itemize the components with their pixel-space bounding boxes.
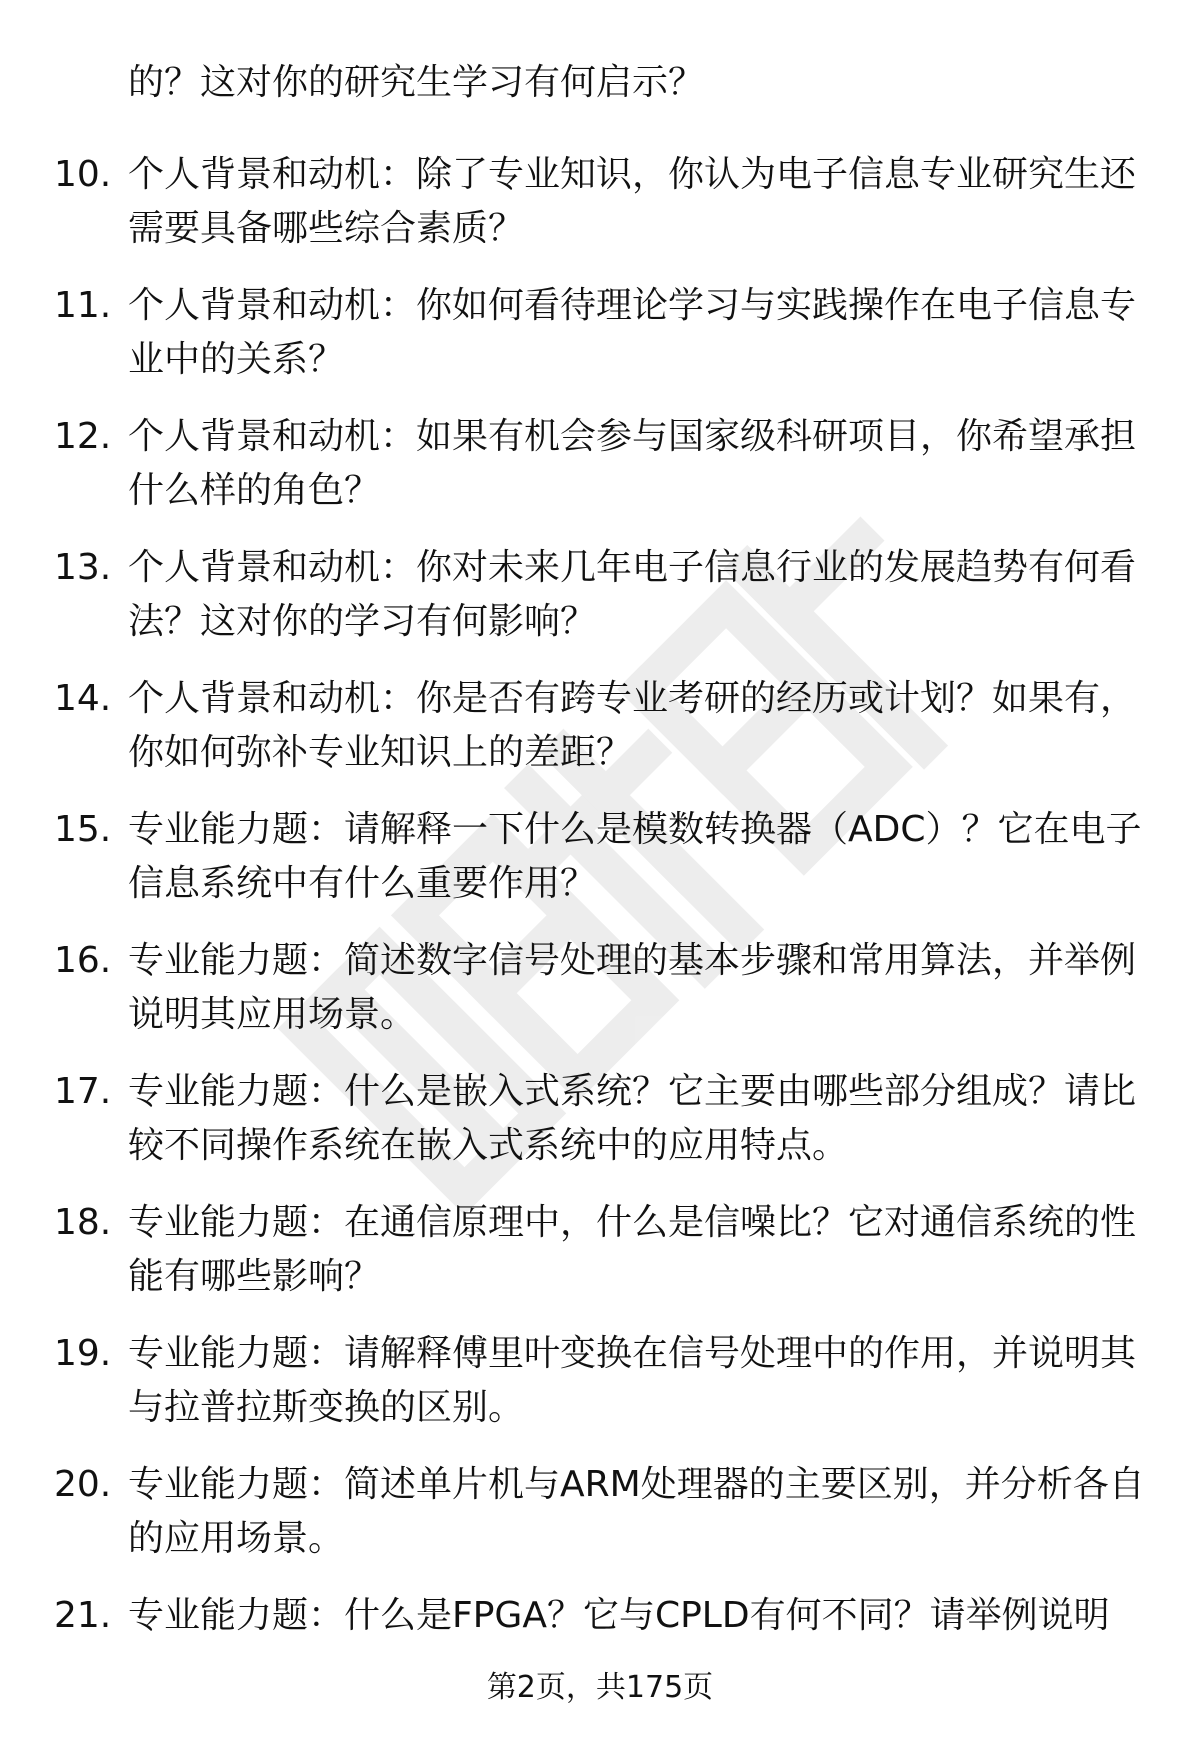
question-text bbox=[128, 148, 1138, 256]
question-item bbox=[0, 410, 1200, 520]
question-number: 14. bbox=[54, 678, 112, 719]
question-line: 信息系统中有什么重要作用？ bbox=[128, 863, 597, 904]
question-line: 法？这对你的学习有何影响？ bbox=[128, 601, 597, 642]
question-text bbox=[128, 672, 1138, 780]
question-text bbox=[128, 1327, 1138, 1435]
question-line: 个人背景和动机：除了专业知识，你认为电子信息专业研究生还 bbox=[128, 154, 1137, 195]
question-line: 个人背景和动机：你对未来几年电子信息行业的发展趋势有何看 bbox=[128, 547, 1137, 588]
question-line: 需要具备哪些综合素质？ bbox=[128, 208, 525, 249]
question-line: 专业能力题：在通信原理中，什么是信噪比？它对通信系统的性 bbox=[128, 1202, 1137, 1243]
question-text bbox=[128, 803, 1142, 911]
question-number: 11. bbox=[54, 285, 112, 326]
question-line: 与拉普拉斯变换的区别。 bbox=[128, 1387, 525, 1428]
question-number: 12. bbox=[54, 416, 112, 457]
question-line: 个人背景和动机：你是否有跨专业考研的经历或计划？如果有， bbox=[128, 678, 1137, 719]
question-line: 专业能力题：请解释傅里叶变换在信号处理中的作用，并说明其 bbox=[128, 1333, 1137, 1374]
question-item bbox=[0, 1196, 1200, 1306]
page-footer: 第2页，共175页 bbox=[486, 1670, 714, 1705]
question-number: 13. bbox=[54, 547, 112, 588]
question-number: 16. bbox=[54, 940, 112, 981]
question-line: 专业能力题：什么是嵌入式系统？它主要由哪些部分组成？请比 bbox=[128, 1071, 1137, 1112]
question-line: 专业能力题：简述单片机与ARM处理器的主要区别，并分析各自 bbox=[128, 1464, 1145, 1505]
question-item bbox=[0, 148, 1200, 258]
question-line: 的应用场景。 bbox=[128, 1518, 345, 1559]
question-item bbox=[0, 934, 1200, 1044]
question-line: 业中的关系？ bbox=[128, 339, 345, 380]
question-number: 18. bbox=[54, 1202, 112, 1243]
question-line: 较不同操作系统在嵌入式系统中的应用特点。 bbox=[128, 1125, 849, 1166]
question-line: 什么样的角色？ bbox=[128, 470, 381, 511]
question-item bbox=[0, 1458, 1200, 1568]
question-line: 专业能力题：什么是FPGA？它与CPLD有何不同？请举例说明 bbox=[128, 1595, 1110, 1636]
question-line: 你如何弥补专业知识上的差距？ bbox=[128, 732, 633, 773]
question-number: 19. bbox=[54, 1333, 112, 1374]
question-number: 20. bbox=[54, 1464, 112, 1505]
question-item bbox=[0, 279, 1200, 389]
question-line: 专业能力题：请解释一下什么是模数转换器（ADC）？它在电子 bbox=[128, 809, 1142, 850]
question-text bbox=[128, 541, 1138, 649]
continuation-text: 的？这对你的研究生学习有何启示？ bbox=[128, 62, 705, 103]
question-line: 能有哪些影响？ bbox=[128, 1256, 381, 1297]
question-item bbox=[0, 672, 1200, 782]
question-text bbox=[128, 934, 1138, 1042]
question-text bbox=[128, 1458, 1145, 1566]
question-text bbox=[128, 410, 1138, 518]
question-item bbox=[0, 541, 1200, 651]
question-line: 专业能力题：简述数字信号处理的基本步骤和常用算法，并举例 bbox=[128, 940, 1137, 981]
question-text bbox=[128, 1065, 1138, 1173]
question-item bbox=[0, 1065, 1200, 1175]
question-line: 个人背景和动机：你如何看待理论学习与实践操作在电子信息专 bbox=[128, 285, 1137, 326]
question-item bbox=[0, 803, 1200, 913]
question-number: 21. bbox=[54, 1595, 112, 1636]
question-number: 15. bbox=[54, 809, 112, 850]
question-line: 说明其应用场景。 bbox=[128, 994, 417, 1035]
question-line: 个人背景和动机：如果有机会参与国家级科研项目，你希望承担 bbox=[128, 416, 1137, 457]
question-number: 10. bbox=[54, 154, 112, 195]
question-item bbox=[0, 1327, 1200, 1437]
question-text bbox=[128, 1589, 1138, 1643]
question-text bbox=[128, 1196, 1138, 1304]
question-number: 17. bbox=[54, 1071, 112, 1112]
question-text bbox=[128, 279, 1138, 387]
